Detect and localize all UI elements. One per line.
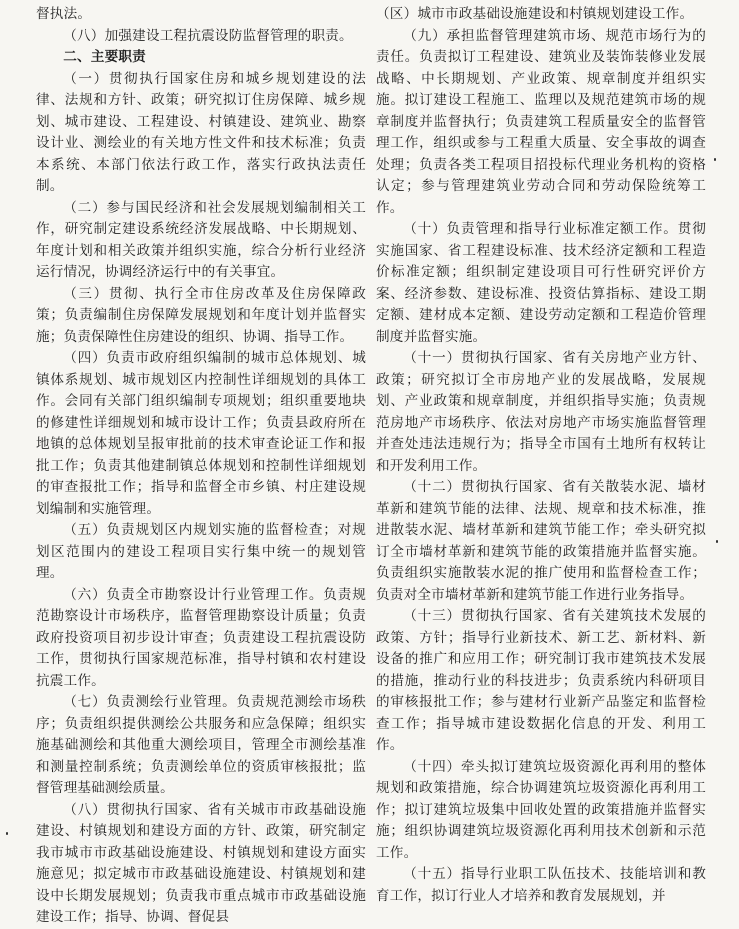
continued-text: 督执法。 [36,6,92,22]
paragraph: （十五）指导行业职工队伍技术、技能培训和教育工作，拟订行业人才培养和教育发展规划，并 [376,866,706,904]
paragraph: （十一）贯彻执行国家、省有关房地产业方针、政策；研究拟订全市房地产业的发展战略，发展规划、产业政策和规章制度，并组织指导实施；负责规范房地产市场秩序、依法对房地产市场实施监督管理并查处违法违规行为；指导全市国有土地所有权转让和开发利用工作。 [376,350,706,474]
paragraph: （一）贯彻执行国家住房和城乡规划建设的法律、法规和方针、政策；研究拟订住房保障、城乡规划、城市建设、工程建设、村镇建设、建筑业、勘察设计业、测绘业的有关地方性文件和技术标准；负责本系统、本部门依法行政工作，落实行政执法责任制。 [36,70,366,194]
scan-speck [6,832,8,835]
paragraph: （十四）牵头拟订建筑垃圾资源化再利用的整体规划和政策措施，综合协调建筑垃圾资源化再利用工作；拟订建筑垃圾集中回收处置的政策措施并监督实施；组织协调建筑垃圾资源化再利用技术创新和示范工作。 [376,758,706,861]
paragraph: （九）承担监督管理建筑市场、规范市场行为的责任。负责拟订工程建设、建筑业及装饰装修业发展战略、中长期规划、产业政策、规章制度并组织实施。拟订建设工程施工、监理以及规范建筑市场的规章制度并监督执行；负责建筑工程质量安全的监督管理工作，组织或参与工程重大质量、安全事故的调查处理；负责各类工程项目招投标代理业务机构的资格认定；参与管理建筑业劳动合同和劳动保险统筹工作。 [376,27,706,216]
paragraph: （二）参与国民经济和社会发展规划编制相关工作，研究制定建设系统经济发展战略、中长期规划、年度计划和相关政策并组织实施，综合分析行业经济运行情况，协调经济运行中的有关事宜。 [36,199,366,280]
section-heading: 二、主要职责 [63,49,146,65]
paragraph: （七）负责测绘行业管理。负责规范测绘市场秩序；负责组织提供测绘公共服务和应急保障；组织实施基础测绘和其他重大测绘项目，管理全市测绘基准和测量控制系统；负责测绘单位的资质审核报批；监督管理基础测绘质量。 [36,694,366,796]
paragraph: （十二）贯彻执行国家、省有关散装水泥、墙材革新和建筑节能的法律、法规、规章和技术标准，推进散装水泥、墙材革新和建筑节能工作；牵头研究拟订全市墙材革新和建筑节能的政策措施并监督实施。负责组织实施散装水泥的推广使用和监督检查工作；负责对全市墙材革新和建筑节能工作进行业务指导。 [376,479,706,603]
paragraph: （三）贯彻、执行全市住房改革及住房保障政策；负责编制住房保障发展规划和年度计划并监督实施；负责保障性住房建设的组织、协调、指导工作。 [36,285,366,345]
scan-speck [714,158,716,161]
scan-speck [716,540,718,543]
paragraph: （五）负责规划区内规划实施的监督检查；对规划区范围内的建设工程项目实行集中统一的规划管理。 [36,522,366,581]
paragraph: （十）负责管理和指导行业标准定额工作。贯彻实施国家、省工程建设标准、技术经济定额和工程造价标准定额；组织制定建设项目可行性研究评价方案、经济参数、建设标准、投资估算指标、建设工期定额、建材成本定额、建设劳动定额和工程造价管理制度并监督实施。 [376,221,706,345]
paragraph: （八）贯彻执行国家、省有关城市市政基础设施建设、村镇规划和建设方面的方针、政策，研究制定我市城市市政基础设施建设、村镇规划和建设方面实施意见；拟定城市市政基础设施建设、村镇规划和建设中长期发展规划；负责我市重点城市市政基础设施建设工作；指导、协调、督促县 [36,801,366,925]
left-column [36,4,366,929]
paragraph: （十三）贯彻执行国家、省有关建筑技术发展的政策、方针；指导行业新技术、新工艺、新材料、新设备的推广和应用工作；研究制订我市建筑技术发展的措施，推动行业的科技进步；负责系统内科研项目的审核报批工作；参与建材行业新产品鉴定和监督检查工作；指导城市建设数据化信息的开发、利用工作。 [376,608,706,753]
right-column [376,4,706,907]
paragraph: （四）负责市政府组织编制的城市总体规划、城镇体系规划、城市规划区内控制性详细规划的具体工作。会同有关部门组织编制专项规划；组织重要地块的修建性详细规划和城市设计工作；负责县政府所在地镇的总体规划呈报审批前的技术审查论证工作和报批工作；负责其他建制镇总体规划和控制性详细规划的审查报批工作；指导和监督全市乡镇、村庄建设规划编制和实施管理。 [36,350,366,517]
paragraph: （六）负责全市勘察设计行业管理工作。负责规范勘察设计市场秩序，监督管理勘察设计质量；负责政府投资项目初步设计审查；负责建设工程抗震设防工作，贯彻执行国家规范标准，指导村镇和农村建设抗震工作。 [36,586,366,689]
continued-text: （区）城市市政基础设施建设和村镇规划建设工作。 [376,6,694,22]
paragraph: （八）加强建设工程抗震设防监督管理的职责。 [63,27,353,44]
